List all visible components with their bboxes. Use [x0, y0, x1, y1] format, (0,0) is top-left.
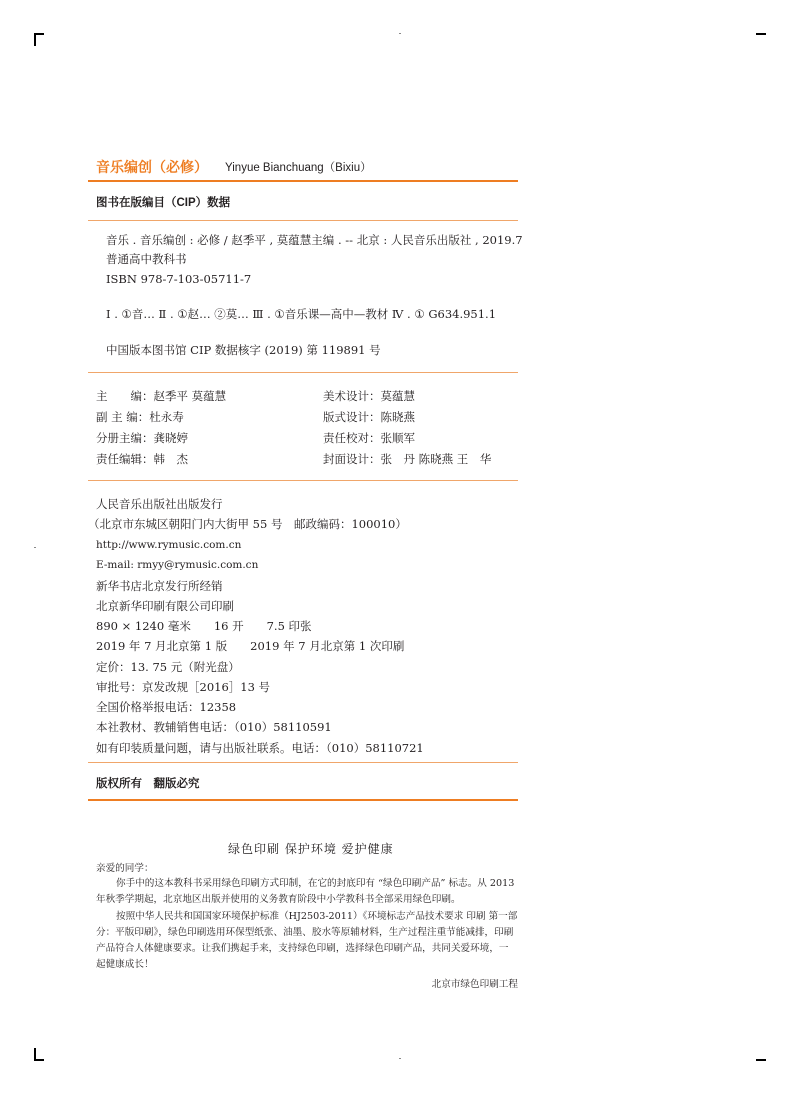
- cip-line-1: 音乐 . 音乐编创 : 必修 / 赵季平 , 莫蕴慧主编 . -- 北京 : 人民音乐出版社 , 2019.7: [106, 233, 523, 247]
- publisher-address: （北京市东城区朝阳门内大街甲 55 号 邮政编码：100010）: [88, 517, 407, 531]
- credits-bottom-rule: [88, 480, 518, 481]
- cip-check-number: 中国版本图书馆 CIP 数据核字 (2019) 第 119891 号: [106, 343, 381, 357]
- publisher-format: 890 × 1240 毫米 16 开 7.5 印张: [96, 619, 312, 633]
- rights-rule: [88, 799, 518, 801]
- publisher-email: E-mail: rmyy@rymusic.com.cn: [96, 559, 259, 571]
- credit-cover-design: 封面设计：张 丹 陈晓燕 王 华: [323, 452, 492, 466]
- publisher-printer: 北京新华印刷有限公司印刷: [96, 599, 234, 613]
- publisher-bottom-rule: [88, 762, 518, 763]
- crop-mark-top-right: [756, 33, 766, 35]
- credit-chief-editor: 主 编：赵季平 莫蕴慧: [96, 389, 227, 403]
- credit-art-design: 美术设计：莫蕴慧: [323, 389, 415, 403]
- green-print-title: 绿色印刷 保护环境 爱护健康: [228, 842, 394, 856]
- registration-dot-top: [399, 33, 401, 34]
- cip-isbn: ISBN 978-7-103-05711-7: [106, 272, 252, 286]
- cip-line-2: 普通高中教科书: [106, 252, 187, 266]
- cip-heading-rule: [88, 220, 518, 221]
- publisher-sales-phone: 本社教材、教辅销售电话：（010）58110591: [96, 720, 332, 734]
- publisher-quality-phone: 如有印装质量问题，请与出版社联系。电话：（010）58110721: [96, 741, 424, 755]
- green-print-signature: 北京市绿色印刷工程: [431, 979, 518, 990]
- crop-mark-bottom-right: [756, 1059, 766, 1061]
- green-print-paragraph-2: 按照中华人民共和国国家环境保护标准（HJ2503-2011）《环境标志产品技术要求 印刷 第一部分：平版印刷》，绿色印刷选用环保型纸张、油墨、胶水等原辅材料，生产过程注重节能减排，印刷产品符合人体健康要求。让我们携起手来，支持绿色印刷，选择绿色印刷产品，共同关爱环境，一起健康成长！: [96, 911, 518, 970]
- publisher-line-1: 人民音乐出版社出版发行: [96, 497, 223, 511]
- cip-bottom-rule: [88, 372, 518, 373]
- book-title-pinyin: Yinyue Bianchuang（Bixiu）: [225, 162, 372, 174]
- publisher-distributor: 新华书店北京发行所经销: [96, 579, 223, 593]
- registration-dot-bottom: [399, 1058, 401, 1059]
- publisher-approval: 审批号：京发改规［2016］13 号: [96, 680, 271, 694]
- credit-volume-editor: 分册主编：龚晓婷: [96, 431, 188, 445]
- publisher-edition: 2019 年 7 月北京第 1 版 2019 年 7 月北京第 1 次印刷: [96, 639, 405, 653]
- registration-dot-left: [34, 547, 36, 548]
- credit-layout-design: 版式设计：陈晓燕: [323, 410, 415, 424]
- crop-mark-top-left-h: [34, 33, 44, 35]
- crop-mark-bottom-left-h: [34, 1059, 44, 1061]
- credit-proofreader: 责任校对：张顺军: [323, 431, 415, 445]
- credit-responsible-editor: 责任编辑：韩 杰: [96, 452, 188, 466]
- credit-deputy-editor: 副 主 编：杜永寿: [96, 410, 184, 424]
- cip-classification: Ⅰ . ①音… Ⅱ . ①赵… ②莫… Ⅲ . ①音乐课—高中—教材 Ⅳ . ① G634.951.1: [106, 307, 497, 321]
- copyright-notice: 版权所有 翻版必究: [96, 778, 200, 790]
- green-print-greeting: 亲爱的同学：: [96, 863, 154, 874]
- publisher-price: 定价：13. 75 元（附光盘）: [96, 660, 240, 674]
- publisher-price-hotline: 全国价格举报电话：12358: [96, 700, 237, 714]
- cip-heading: 图书在版编目（CIP）数据: [96, 197, 231, 209]
- publisher-website: http://www.rymusic.com.cn: [96, 539, 242, 551]
- book-title-cn: 音乐编创（必修）: [96, 159, 208, 175]
- green-print-paragraph-1: 你手中的这本教科书采用绿色印刷方式印制，在它的封底印有 “绿色印刷产品” 标志。从 2013 年秋季学期起，北京地区出版并使用的义务教育阶段中小学教科书全部采用绿色印刷。: [96, 878, 515, 905]
- header-rule: [88, 180, 518, 182]
